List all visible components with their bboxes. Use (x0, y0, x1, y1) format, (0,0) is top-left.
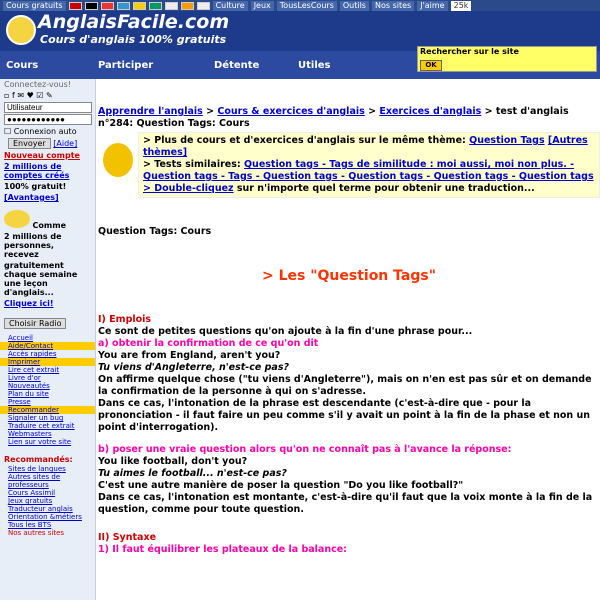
sidebar-link[interactable]: Traduire cet extrait (8, 422, 75, 430)
sidebar-link[interactable]: Accès rapides (8, 350, 57, 358)
logo-title: AnglaisFacile.com (38, 11, 230, 33)
example-translation: Tu aimes le football... n'est-ce pas? (98, 468, 287, 479)
related-topic-link[interactable]: Question Tags (469, 135, 545, 146)
paragraph: Dans ce cas, l'intonation est montante, c'est-à-dire qu'il faut que la voix monte à la fin de la question, comme pour toute question. (98, 492, 593, 515)
sidebar-link[interactable]: Livre d'or (8, 374, 41, 382)
topbar-outils[interactable]: Outils (340, 1, 369, 11)
topbar-tous[interactable]: TousLesCours (277, 1, 337, 11)
password-input[interactable] (4, 114, 92, 125)
search-label: Rechercher sur le site (420, 47, 519, 56)
sidebar-link[interactable]: Accueil (8, 334, 33, 342)
mascot-icon (6, 15, 36, 45)
lesson-title-text: > Les "Question Tags" (261, 268, 436, 284)
paragraph: Ce sont de petites questions qu'on ajoute à la fin d'une phrase pour... (98, 326, 473, 337)
paragraph: Dans ce cas, l'intonation de la phrase est descendante (c'est-à-dire que - pour la prononciation - il faut faire un peu comme s'il y avait un point à la fin de la phase et non un point d'interrogation). (98, 398, 590, 433)
search-box (417, 46, 597, 72)
flag-it-icon[interactable] (117, 2, 130, 10)
top-bar (0, 0, 600, 11)
flag-fr-icon[interactable] (165, 2, 178, 10)
page-title: Question Tags: Cours (98, 226, 212, 237)
sidebar-link[interactable]: Nouveautés (8, 382, 50, 390)
auto-login-label: Connexion auto (13, 127, 77, 136)
topbar-jeux[interactable]: Jeux (251, 1, 274, 11)
rec-link[interactable]: Orientation &métiers (8, 513, 82, 521)
sidebar-links (0, 334, 95, 446)
flag-ca-icon[interactable] (181, 2, 194, 10)
similar-tests-links[interactable]: Question tags - Tags de similitude : moi aussi, moi non plus. - Question tags - Tags - Question tags - Question tags - Question tags - Question tags (143, 159, 594, 182)
double-click-text: sur n'importe quel terme pour obtenir une traduction... (236, 183, 535, 194)
breadcrumb-courses[interactable]: Cours & exercices d'anglais (217, 106, 365, 117)
topbar-nos-sites[interactable]: Nos sites (372, 1, 414, 11)
help-link[interactable]: [Aide] (53, 139, 78, 148)
flag-es-icon[interactable] (101, 2, 114, 10)
logo[interactable] (6, 11, 246, 51)
cliquez-link[interactable]: Cliquez ici! (4, 299, 54, 308)
sidebar-link[interactable]: Imprimer (0, 358, 95, 366)
topbar-like-count: 25k (451, 1, 472, 11)
topbar-culture[interactable]: Culture (213, 1, 248, 11)
lesson-body (98, 314, 600, 556)
rec-link[interactable]: Jeux gratuits (8, 497, 53, 505)
paragraph: On affirme quelque chose ("tu viens d'Angleterre"), mais on n'en est pas sûr et on demande la confirmation de la personne à qui on s'adresse. (98, 374, 592, 397)
related-box (138, 132, 600, 198)
nav-participer[interactable]: Participer (98, 59, 154, 71)
members-link[interactable]: 2 millions de comptes créés (4, 162, 70, 180)
sub-heading: b) poser une vraie question alors qu'on ne connaît pas à l'avance la réponse: (98, 444, 512, 455)
sidebar-link[interactable]: Webmasters (8, 430, 52, 438)
similar-label: > Tests similaires: (143, 159, 241, 170)
rec-link[interactable]: Sites de langues (8, 465, 66, 473)
related-text: > Plus de cours et d'exercices d'anglais sur le même thème: (143, 135, 466, 146)
sidebar-link[interactable]: Aide/Contact (0, 342, 95, 350)
flag-ar-icon[interactable] (149, 2, 162, 10)
smiley-icon (4, 210, 30, 228)
main-content (98, 104, 600, 556)
sidebar-link[interactable]: Signaler un bug (8, 414, 64, 422)
send-button[interactable]: Envoyer (8, 138, 51, 149)
topbar-cours-gratuits[interactable]: Cours gratuits (3, 1, 66, 11)
lesson-title (98, 268, 600, 284)
sidebar-link[interactable]: Lire cet extrait (8, 366, 60, 374)
paragraph: C'est une autre manière de poser la question "Do you like football?" (98, 480, 464, 491)
new-account-link[interactable]: Nouveau compte (4, 151, 80, 160)
sidebar-link[interactable]: Lien sur votre site (8, 438, 72, 446)
nav-cours[interactable]: Cours (6, 59, 39, 71)
sidebar (0, 79, 96, 600)
promo-text: 2 millions de personnes, recevez (4, 232, 62, 259)
nav-detente[interactable]: Détente (214, 59, 260, 71)
rec-link[interactable]: Cours Assimil (8, 489, 56, 497)
example: You are from England, aren't you? (98, 350, 281, 361)
flag-de-icon[interactable] (85, 2, 98, 10)
example: You like football, don't you? (98, 456, 248, 467)
rec-link[interactable]: Nos autres sites (8, 529, 65, 537)
sidebar-link[interactable]: Recommander (0, 406, 95, 414)
breadcrumb-current: test d'anglais n°284: Question Tags: Cours (98, 106, 569, 129)
flag-uk-icon[interactable] (69, 2, 82, 10)
auto-login-checkbox[interactable]: ☐ (4, 127, 12, 136)
radio-select[interactable]: Choisir Radio (4, 318, 66, 329)
example-translation: Tu viens d'Angleterre, n'est-ce pas? (98, 362, 289, 373)
sidebar-link[interactable]: Plan du site (8, 390, 49, 398)
connect-label: Connectez-vous! (4, 80, 71, 89)
nav-utiles[interactable]: Utiles (298, 59, 331, 71)
breadcrumb-exercises[interactable]: Exercices d'anglais (379, 106, 482, 117)
sub-heading: 1) Il faut équilibrer les plateaux de la balance: (98, 544, 347, 555)
other-themes-link[interactable]: [Autres thèmes] (143, 135, 588, 158)
logo-subtitle: Cours d'anglais 100% gratuits (40, 33, 227, 46)
rec-link[interactable]: Tous les BTS (8, 521, 52, 529)
section-heading: II) Syntaxe (98, 532, 157, 543)
promo-comme: Comme (32, 221, 67, 230)
free-label: 100% gratuit! (4, 182, 67, 191)
section-heading: I) Emplois (98, 314, 152, 325)
site-header (0, 11, 600, 51)
username-input[interactable] (4, 102, 92, 113)
advantages-link[interactable]: [Avantages] (4, 193, 59, 202)
rec-link[interactable]: Traducteur anglais (8, 505, 73, 513)
mascot-icon (103, 143, 133, 177)
double-click-link[interactable]: > Double-cliquez (143, 183, 234, 194)
promo-text-2: gratuitement chaque semaine une leçon d'anglais... (4, 261, 78, 297)
breadcrumb-home[interactable]: Apprendre l'anglais (98, 106, 203, 117)
topbar-like[interactable]: J'aime (417, 1, 447, 11)
flag-pt-icon[interactable] (133, 2, 146, 10)
sidebar-link[interactable]: Presse (8, 398, 31, 406)
social-icons[interactable]: ▫ f ✉ ♥ ☑ ✎ (4, 91, 53, 100)
breadcrumb: Apprendre l'anglais > Cours & exercices d'anglais > Exercices d'anglais > test d'anglais n°284: Question Tags: Cours (98, 106, 569, 129)
search-ok-button[interactable]: OK (420, 60, 442, 71)
sub-heading: a) obtenir la confirmation de ce qu'on dit (98, 338, 319, 349)
rec-link[interactable]: Autres sites de professeurs (8, 473, 61, 489)
flag-jp-icon[interactable] (197, 2, 210, 10)
recommended-heading: Recommandés: (4, 455, 73, 464)
